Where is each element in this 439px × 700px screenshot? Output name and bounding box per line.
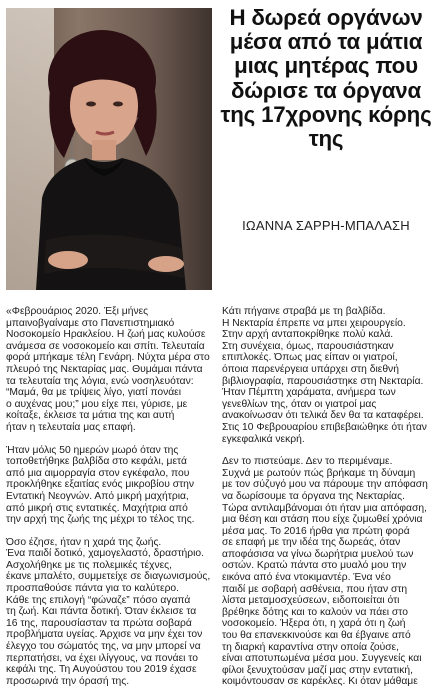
paragraph: Κάτι πήγαινε στραβά με τη βαλβίδα. Η Νεκταρία έπρεπε να μπει χειρουργείο. Στην αρχή ανταποκρίθηκε πολύ καλά. Στη συνέχεια, όμως, παρουσιάστηκαν επιπλοκές. Όπως μας είπαν οι γιατροί, όποια παρενέργεια υπάρχει στη διεθνή βιβλιογραφία, παρουσιάστηκε στη Νεκταρία. Ήταν Πέμπτη χαράματα, ανήμερα των γενεθλίων της, όταν οι γιατροί μας ανακοίνωσαν ότι τελικά δεν θα τα καταφέρει. Στις 10 Φεβρουαρίου επιβεβαιώθηκε ότι ήταν εγκεφαλικά νεκρή. [222, 306, 427, 445]
paragraph: Δεν το πιστεύαμε. Δεν το περιμέναμε. Συχνά με ρωτούν πώς βρήκαμε τη δύναμη με τον σύζυγό μου να πάρουμε την απόφαση να δωρίσουμε τα όργανα της Νεκταρίας. Τώρα αντιλαμβάνομαι ότι ήταν μια απόφαση, μια θέση και στάση που είχε ζυμωθεί χρόνια μέσα μας. Το 2016 ήρθα για πρώτη φορά σε επαφή με την ιδέα της δωρεάς, όταν αποφάσισα να γίνω δωρήτρια μυελού των οστών. Κρατώ πάντα στο μυαλό μου την εικόνα από ένα ντοκιμαντέρ. Ένα νέο παιδί με σοβαρή ασθένεια, που ήταν στη λίστα μεταμοσχεύσεων, ειδοποιείται ότι βρέθηκε δότης και το καλούν να πάει στο νοσοκομείο. Ήξερα ότι, η χαρά ότι η ζωή του θα επανεκκινούσε και θα έβγαινε από τη διαρκή καραντίνα στην οποία ζούσε, είναι αποτυπωμένα μέσα μου. Συγγενείς και φίλοι ξενυχτούσαν μαζί μας στην εντατική, κοιμόντουσαν σε καρέκλες. Κι όταν μάθαμε [222, 456, 428, 688]
article-column-left [6, 306, 212, 698]
author-photo [6, 8, 212, 290]
paragraph: «Φεβρουάριος 2020. Έξι μήνες μπαινοβγαίναμε στο Πανεπιστημιακό Νοσοκομείο Ηρακλείου. Η ζωή μας κυλούσε ανάμεσα σε νοσοκομείο και σπίτι. Τελευταία φορά μπήκαμε τέλη Γενάρη. Νύχτα μέρα στο πλευρό της Νεκταρίας μας. Θυμάμαι πάντα τα τελευταία της λόγια, ενώ νοσηλευόταν: “Μαμά, θα με τρίψεις λίγο, γιατί πονάει ο αυχένας μου;” μου είχε πει, γύρισε, με κοίταξε, έκλεισε τα μάτια της και αυτή ήταν η τελευταία μας επαφή. [6, 306, 210, 433]
paragraph: Όσο έζησε, ήταν η χαρά της ζωής. Ένα παιδί δοτικό, χαμογελαστό, δραστήριο. Ασχολήθηκε με τις πολεμικές τέχνες, έκανε μπαλέτο, συμμετείχε σε διαγωνισμούς, προσπαθούσε πάντα για το καλύτερο. Κάθε της επιλογή “φώναζε” πόσο αγαπά τη ζωή. Και πάντα δοτική. Όταν έκλεισε τα 16 της, παρουσίασταν τα πρώτα σοβαρά προβλήματα υγείας. Άρχισε να μην έχει τον έλεγχο του σώματός της, να μην μπορεί να περπατήσει, να έχει ιλίγγους, να πονάει το κεφάλι της. Τη Αυγούστου του 2019 έχασε προσωρινά την όρασή της. [6, 536, 211, 687]
portrait-illustration [6, 8, 212, 290]
article-headline: Η δωρεά οργάνων μέσα από τα μάτια μιας μητέρας που δώρισε τα όργανα της 17χρονης κόρης της [220, 5, 432, 152]
article-column-right [222, 306, 434, 699]
author-byline: ΙΩΑΝΝΑ ΣΑΡΡΗ-ΜΠΑΛΑΣΗ [242, 218, 410, 233]
paragraph: Ήταν μόλις 50 ημερών μωρό όταν της τοποθετήθηκε βαλβίδα στο κεφάλι, μετά από μια αιμορραγία στον εγκέφαλο, που προκλήθηκε εξαιτίας ενός μικροβίου στην Εντατική Νεογνών. Από μικρή μαχήτρια, από μικρή στις εντατικές. Μαχήτρια από την αρχή της ζωής της μέχρι το τέλος της. [6, 444, 195, 526]
